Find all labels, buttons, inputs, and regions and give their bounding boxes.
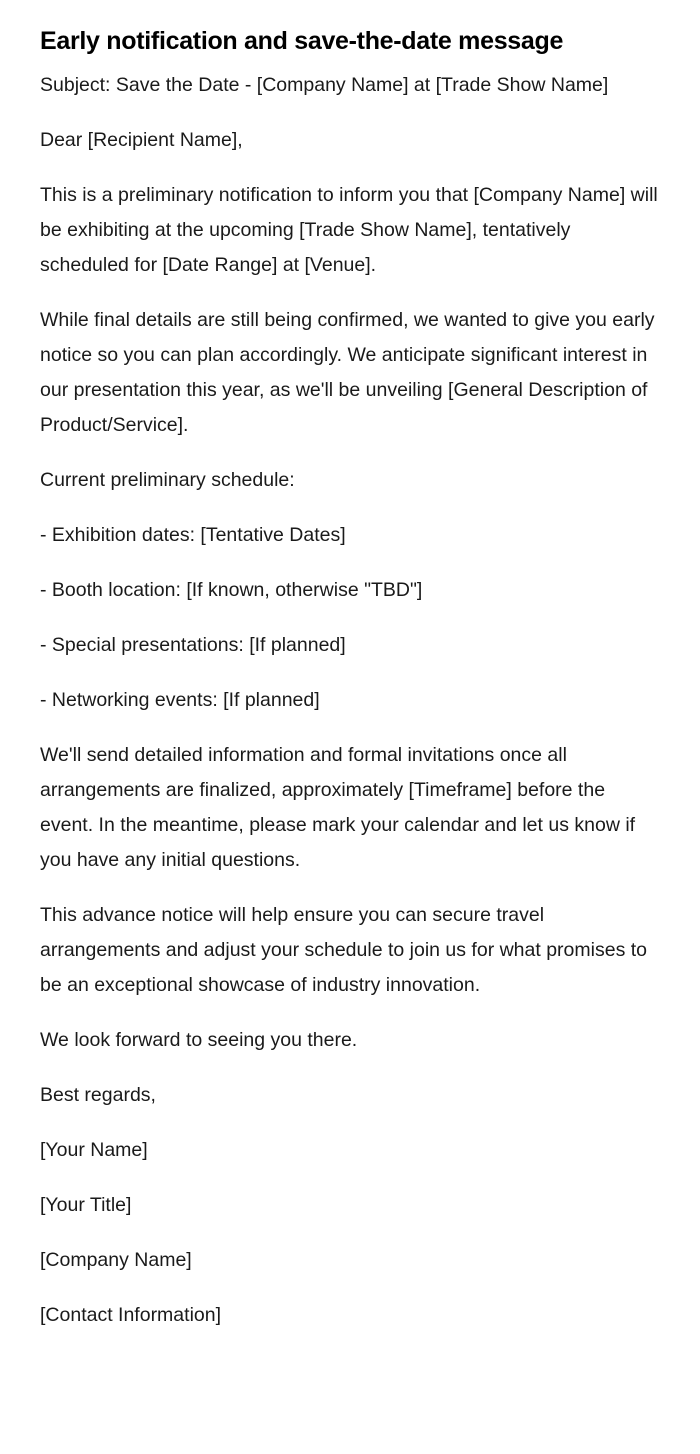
advance-notice-paragraph: This advance notice will help ensure you can secure travel arrangements and adjust your schedule to join us for what promises to be an exceptional showcase of industry innovation.	[40, 904, 647, 996]
intro-paragraph: This is a preliminary notification to inform you that [Company Name] will be exhibiting at the upcoming [Trade Show Name], tentatively scheduled for [Date Range] at [Venue].	[40, 184, 658, 276]
schedule-item-exhibition-dates: - Exhibition dates: [Tentative Dates]	[40, 524, 346, 546]
closing-line: We look forward to seeing you there.	[40, 1029, 358, 1051]
details-paragraph: While final details are still being confirmed, we wanted to give you early notice so you can plan accordingly. We anticipate significant interest in our presentation this year, as we'll be unveiling [General Description of Product/Service].	[40, 309, 655, 436]
signature-name: [Your Name]	[40, 1139, 148, 1161]
schedule-heading: Current preliminary schedule:	[40, 469, 295, 491]
letter-body	[40, 68, 660, 1333]
schedule-item-booth-location: - Booth location: [If known, otherwise "TBD"]	[40, 579, 423, 601]
follow-up-paragraph: We'll send detailed information and formal invitations once all arrangements are finalized, approximately [Timeframe] before the event. In the meantime, please mark your calendar and let us know if you have any initial questions.	[40, 744, 636, 871]
signature-company: [Company Name]	[40, 1249, 192, 1271]
signature-contact: [Contact Information]	[40, 1304, 222, 1326]
schedule-item-networking-events: - Networking events: [If planned]	[40, 689, 320, 711]
sign-off: Best regards,	[40, 1084, 156, 1106]
signature-title: [Your Title]	[40, 1194, 132, 1216]
schedule-item-special-presentations: - Special presentations: [If planned]	[40, 634, 346, 656]
document-title: Early notification and save-the-date message	[40, 27, 564, 55]
greeting: Dear [Recipient Name],	[40, 129, 243, 151]
subject-line: Subject: Save the Date - [Company Name] at [Trade Show Name]	[40, 74, 609, 96]
